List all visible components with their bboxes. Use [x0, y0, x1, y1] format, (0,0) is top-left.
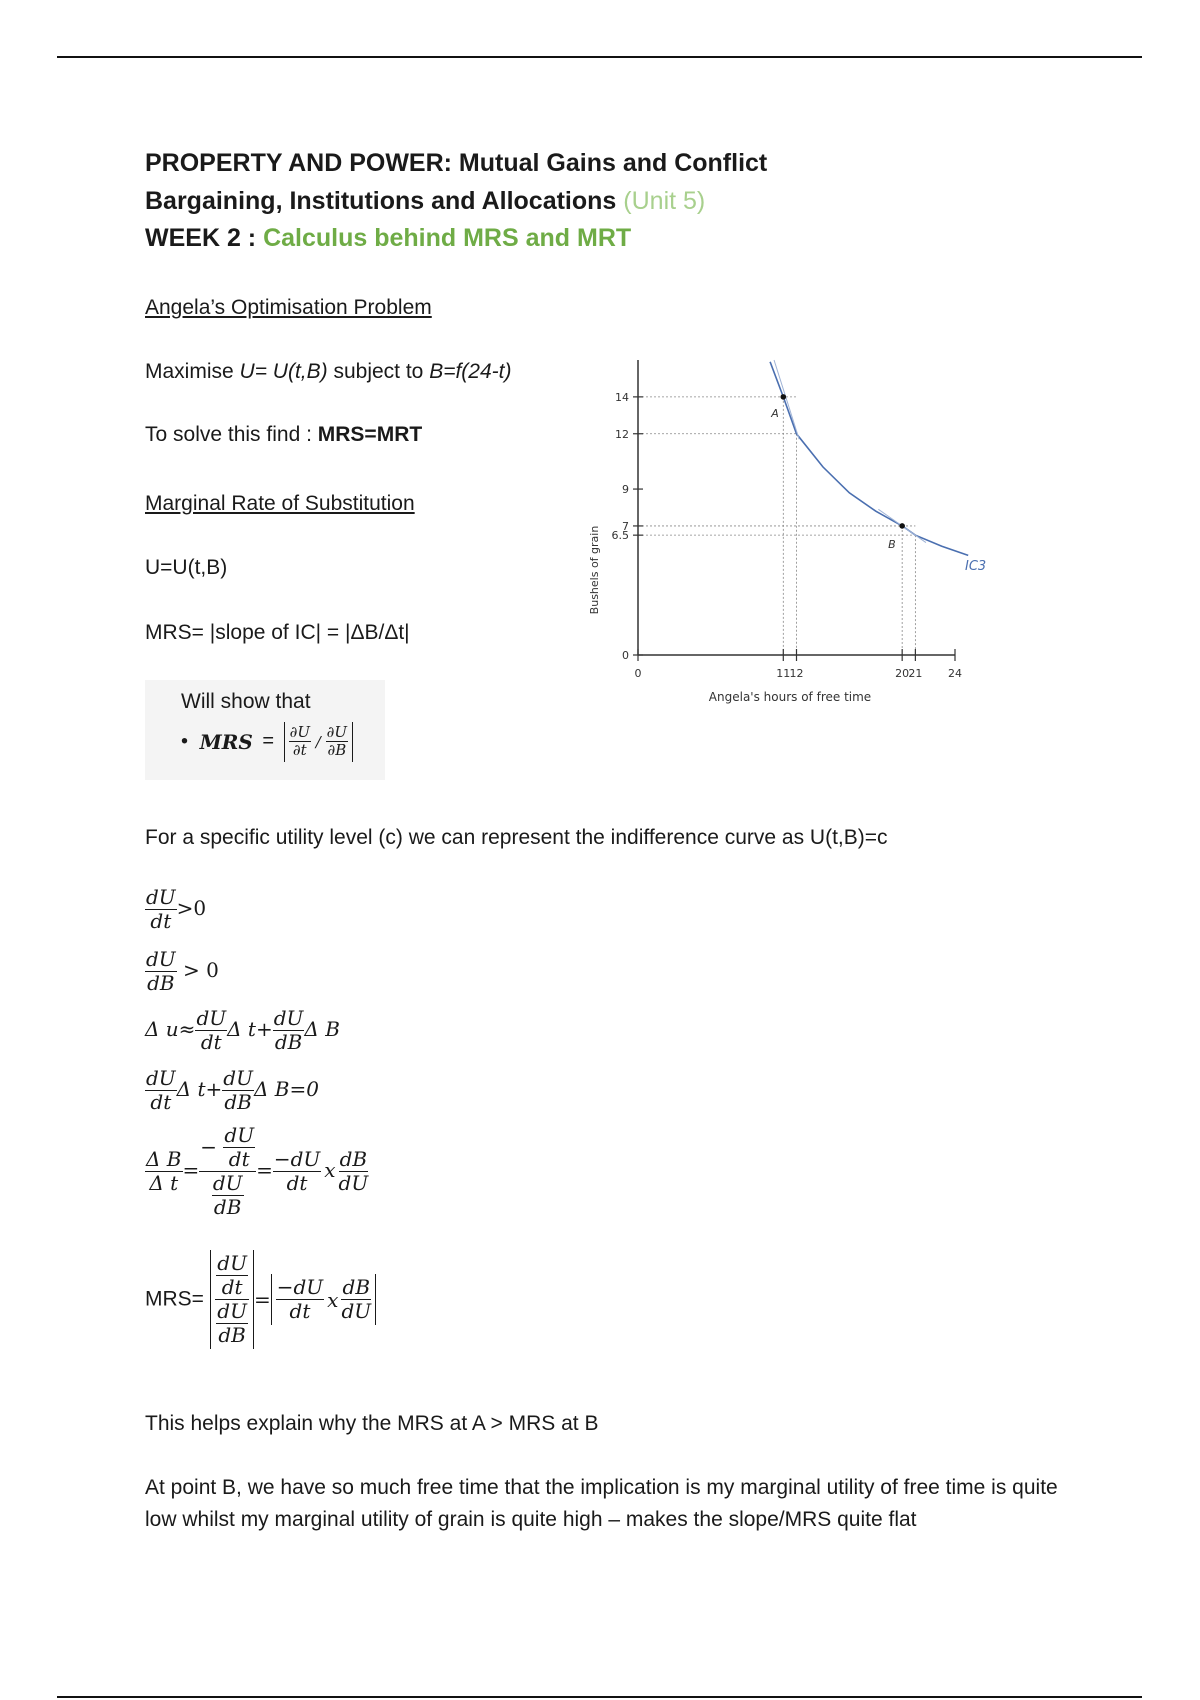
eq4-delta-B0: Δ B=0: [253, 1077, 319, 1101]
eq6-den1: dt: [221, 1275, 243, 1299]
eq5-dB: dB: [339, 1147, 368, 1171]
eq5-inner-num1: dU: [224, 1123, 255, 1147]
eq5-inner-den1: dt: [228, 1147, 250, 1171]
x-tick-label-0: 0: [634, 667, 642, 680]
eq-mrs-final: [145, 1250, 376, 1349]
eq3-num1: dU: [196, 1006, 227, 1030]
eq5-minus: −: [200, 1135, 218, 1159]
week-label: WEEK 2 :: [145, 224, 257, 252]
title-line-2-main: Bargaining, Institutions and Allocations: [145, 187, 617, 215]
callout-abs-bars: $\frac{\partial U}{\partial t}$ / $\frac{\partial U}{\partial B}$: [284, 722, 353, 762]
eq6-num2: dU: [217, 1299, 247, 1323]
mrs-slope-definition: MRS= |slope of IC| = |ΔB/Δt|: [145, 621, 410, 644]
eq6-den2: dB: [218, 1323, 246, 1347]
y-tick-label-9: 9: [622, 483, 629, 497]
maximise-mid: subject to: [333, 360, 424, 383]
eq6-dB: dB: [342, 1275, 371, 1299]
callout-mrs-label: MRS: [199, 729, 253, 754]
eq6-num1: dU: [217, 1251, 247, 1275]
callout-du-1: ∂U: [289, 723, 310, 741]
eq5-delta-B: Δ B: [146, 1147, 182, 1171]
eq3-den1: dt: [200, 1030, 222, 1054]
bottom-rule: [57, 1696, 1142, 1698]
ic3-curve: [770, 362, 968, 556]
y-tick-label-14: 14: [615, 390, 629, 404]
eq1-den: dt: [150, 909, 172, 933]
x-tick-label-11: 11: [776, 667, 791, 680]
y-tick-label-0: 0: [622, 649, 629, 662]
callout-equals: =: [262, 730, 275, 753]
tangent-at-a: [774, 360, 799, 439]
title-line-2: [145, 183, 705, 220]
eq5-dU: dU: [338, 1171, 369, 1195]
eq3-den2: dB: [274, 1030, 303, 1054]
eq5-neg-du: −dU: [273, 1147, 321, 1171]
maximise-prefix: Maximise: [145, 360, 234, 383]
conclusion-line-1: This helps explain why the MRS at A > MRS at B: [145, 1412, 599, 1435]
problem-heading: Angela’s Optimisation Problem: [145, 296, 432, 319]
point-label-a: A: [771, 406, 779, 420]
callout-formula: [181, 722, 353, 762]
eq6-neg-du: −dU: [276, 1275, 324, 1299]
eq6-dt: dt: [289, 1299, 311, 1323]
eq5-dt: dt: [286, 1171, 308, 1195]
eq4-num2: dU: [223, 1066, 253, 1090]
solve-prefix: To solve this find :: [145, 423, 312, 446]
callout-dB: ∂B: [327, 741, 347, 760]
eq4-den1: dt: [150, 1090, 172, 1114]
eq3-delta-u: Δ u≈: [145, 1017, 196, 1041]
maximise-utility: U= U(t,B): [239, 360, 328, 383]
eq3-num2: dU: [273, 1006, 304, 1030]
eq2-num: dU: [146, 947, 176, 971]
eq5-inner-den2: dB: [213, 1195, 242, 1219]
eq6-dU: dU: [341, 1299, 372, 1323]
point-b: [899, 523, 905, 529]
eq5-x: x: [324, 1158, 336, 1182]
eq3-delta-t: Δ t+: [227, 1017, 273, 1041]
x-tick-label-24: 24: [948, 667, 962, 680]
unit-label: (Unit 5): [623, 187, 706, 215]
eq4-num1: dU: [146, 1066, 176, 1090]
y-tick-label-7: 7: [622, 519, 629, 533]
x-tick-label-12: 12: [789, 667, 804, 680]
utility-function: U=U(t,B): [145, 556, 228, 579]
y-tick-label-12: 12: [615, 427, 629, 441]
eq6-mrs-label: MRS=: [145, 1287, 204, 1311]
chart-x-axis-label: Angela's hours of free time: [708, 690, 872, 704]
eq1-gt: >0: [176, 896, 207, 920]
eq5-eq1: =: [182, 1158, 200, 1182]
solve-condition: MRS=MRT: [317, 423, 423, 446]
chart-y-axis-label: Bushels of grain: [588, 525, 601, 615]
callout-du-2: ∂U: [326, 723, 348, 741]
top-rule: [57, 56, 1142, 58]
eq1-num: dU: [146, 885, 176, 909]
eq4-den2: dB: [224, 1090, 252, 1114]
point-a: [780, 394, 786, 400]
conclusion-paragraph: At point B, we have so much free time that the implication is my marginal utility of free time is quite low whilst my marginal utility of grain is quite high – makes the slope/MRS quite flat: [145, 1476, 1058, 1531]
title-line-1: PROPERTY AND POWER: Mutual Gains and Conflict: [145, 149, 768, 177]
mrs-heading: Marginal Rate of Substitution: [145, 492, 415, 515]
eq3-delta-B: Δ B: [304, 1017, 340, 1041]
callout-bullet: •: [181, 730, 189, 753]
callout-intro: Will show that: [181, 690, 311, 713]
eq4-delta-t: Δ t+: [176, 1077, 223, 1101]
eq-delta-u-approx: [145, 1007, 340, 1054]
eq-du-dB-positive: [145, 948, 219, 995]
week-topic: Calculus behind MRS and MRT: [263, 224, 632, 252]
eq-slope-ratio: [145, 1124, 368, 1219]
eq6-eq: =: [253, 1287, 271, 1312]
specific-level-text: For a specific utility level (c) we can represent the indifference curve as U(t,B)=c: [145, 826, 888, 849]
y-tick-label-6.5: 6.5: [611, 529, 629, 543]
solve-line: [145, 423, 422, 447]
indifference-curve-chart: [580, 345, 1000, 715]
eq5-eq2: =: [256, 1158, 273, 1182]
ic3-label: IC3: [965, 559, 987, 574]
eq2-gt: > 0: [183, 958, 219, 982]
callout-dt: ∂t: [292, 741, 307, 760]
title-line-3: [145, 220, 631, 257]
eq2-den: dB: [147, 971, 175, 995]
eq6-x: x: [327, 1287, 339, 1312]
x-tick-label-21: 21: [908, 667, 923, 680]
eq-du-dt-positive: [145, 886, 206, 933]
eq5-inner-num2: dU: [212, 1171, 243, 1195]
eq5-delta-t: Δ t: [149, 1171, 179, 1195]
maximise-constraint: B=f(24-t): [429, 360, 512, 383]
x-tick-label-20: 20: [895, 667, 910, 680]
eq-total-differential-zero: [145, 1067, 319, 1114]
point-label-b: B: [888, 537, 896, 551]
maximise-line: [145, 360, 511, 384]
